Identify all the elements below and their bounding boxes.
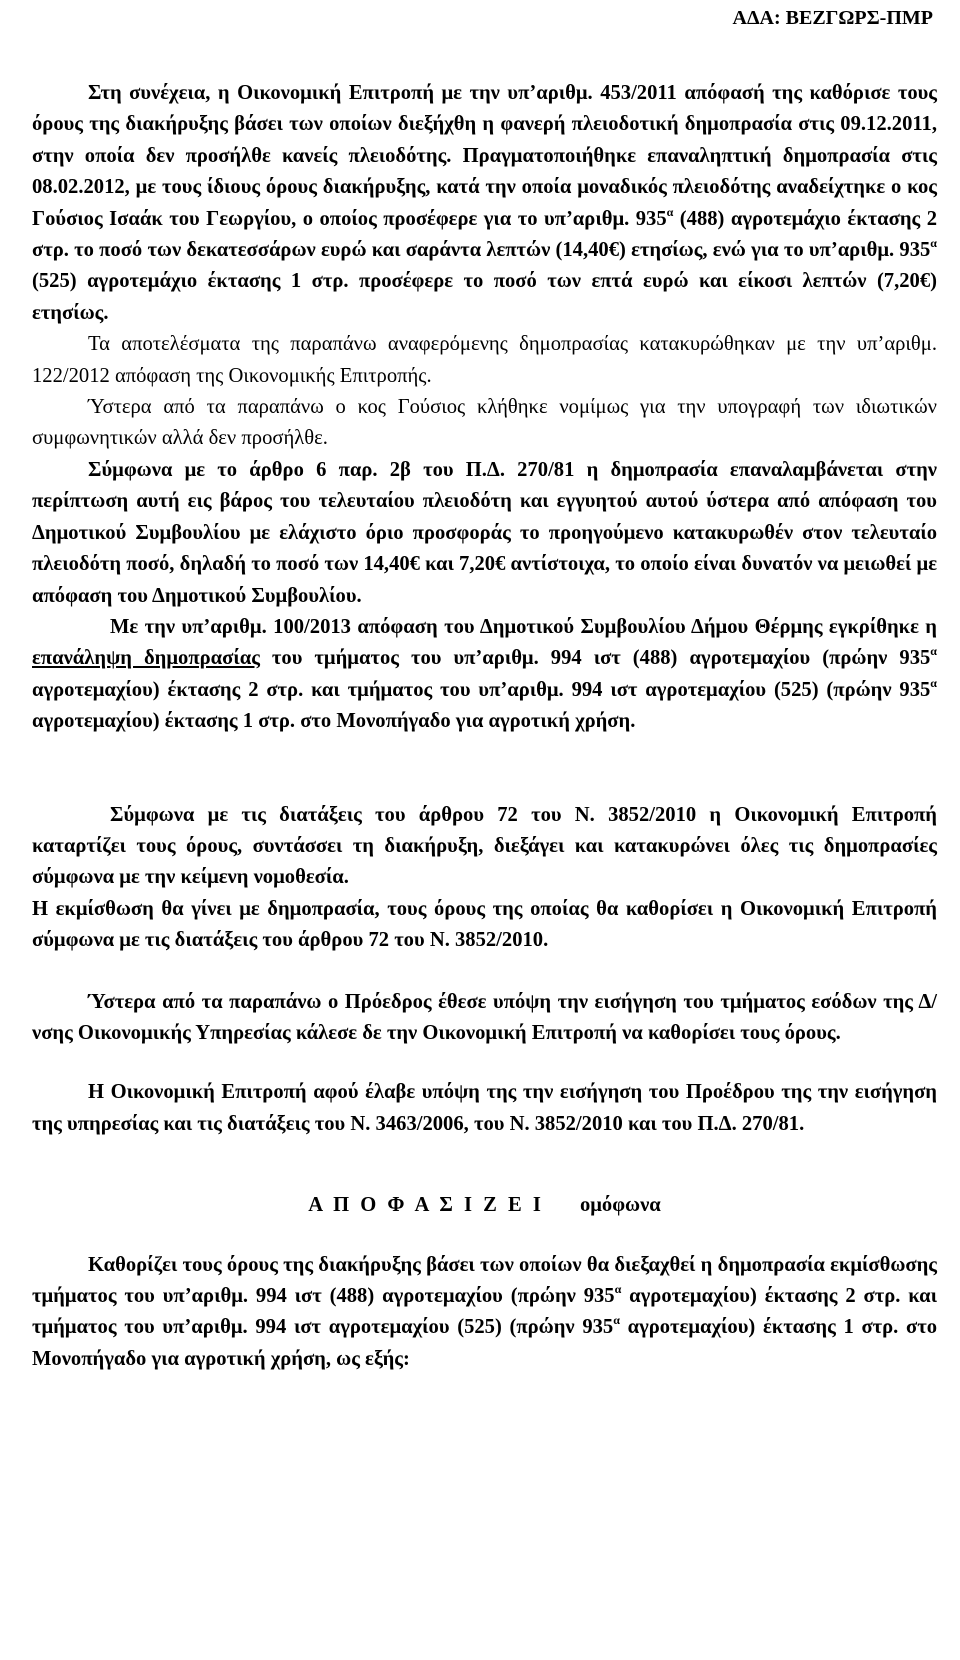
superscript: α bbox=[930, 236, 937, 251]
paragraph-committee: Η Οικονομική Επιτροπή αφού έλαβε υπόψη της την εισήγηση του Προέδρου της την εισήγηση της υπηρεσίας και τις διατάξεις του Ν. 3463/2006, του Ν. 3852/2010 και του Π.Δ. 270/81. bbox=[32, 1081, 937, 1135]
underlined-text: επανάληψη δημοπρασίας bbox=[32, 647, 260, 670]
text: Καθορίζει τους όρους της διακήρυξης βάσει των οποίων θα διεξαχθεί η δημοπρασία εκμίσθωσης τμήματος του υπ’αριθμ. 994 ιστ (488) αγροτεμαχίου (πρώην 935 bbox=[32, 1253, 937, 1307]
superscript: α bbox=[613, 1313, 620, 1328]
spacer bbox=[32, 1140, 937, 1190]
spacer bbox=[32, 957, 937, 987]
text: Στη συνέχεια, η Οικονομική Επιτροπή με την υπ’αριθμ. bbox=[88, 82, 601, 104]
paragraph-previous-decision bbox=[32, 78, 937, 329]
paragraph-lease: Η εκμίσθωση θα γίνει με δημοπρασία, τους όρους της οποίας θα καθορίσει η Οικονομική Επιτροπή σύμφωνα με τις διατάξεις του άρθρου 72 του Ν. 3852/2010. bbox=[32, 897, 937, 952]
paragraph-results: Τα αποτελέσματα της παραπάνω αναφερόμενης δημοπρασίας κατακυρώθηκαν με την υπ’αριθμ. 122/2012 απόφαση της Οικονομικής Επιτροπής. bbox=[32, 333, 937, 387]
paragraph-article-72: Σύμφωνα με τις διατάξεις του άρθρου 72 του Ν. 3852/2010 η Οικονομική Επιτροπή καταρτίζει τους όρους, συντάσσει τη διακήρυξη, διεξάγει και κατακυρώνει όλες τις δημοπρασίες σύμφωνα με την κείμενη νομοθεσία. bbox=[32, 803, 937, 889]
decision-word: Α Π Ο Φ Α Σ Ι Ζ Ε Ι bbox=[308, 1194, 544, 1217]
text: αγροτεμαχίου) έκτασης 2 στρ. και τμήματος του υπ’αριθμ. 994 ιστ αγροτεμαχίου (525) (πρώην 935 bbox=[32, 1285, 937, 1339]
text: αγροτεμαχίου) έκτασης 1 στρ. στο Μονοπήγαδο για αγροτική χρήση. bbox=[32, 710, 636, 733]
text: του τμήματος του υπ’αριθμ. 994 ιστ (488) αγροτεμαχίου (πρώην 935 bbox=[259, 647, 931, 670]
text: αγροτεμαχίου) έκτασης 2 στρ. και τμήματος του υπ’αριθμ. 994 ιστ αγροτεμαχίου (525) (πρώην 935 bbox=[32, 678, 931, 701]
spacer bbox=[32, 738, 937, 800]
text: 453/2011 απόφασή της καθόρισε τους όρους της διακήρυξης βάσει των οποίων διεξήχθη η φανερή πλειοδοτική δημοπρασία στις 09.12.2011, στην οποία δεν προσήλθε κανείς πλειοδότης. Πραγματοποιήθηκε επαναληπτική δημοπρασία στις 08.02.2012, με τους ίδιους όρους διακήρυξης, κατά την οποία μοναδικός πλειοδότης αναδείχτηκε ο κος Γούσιος Ισαάκ του Γεωργίου, ο οποίος προσέφερε για το υπ’αριθμ. 935 bbox=[32, 82, 937, 230]
text: αγροτεμαχίου) έκτασης 1 στρ. στο Μονοπήγαδο για αγροτική χρήση, ως εξής: bbox=[32, 1316, 937, 1370]
spacer bbox=[32, 1222, 937, 1250]
paragraph-council-decision bbox=[32, 612, 937, 738]
spacer bbox=[32, 1049, 937, 1077]
superscript: α bbox=[930, 644, 937, 659]
superscript: α bbox=[930, 675, 937, 690]
decision-heading bbox=[32, 1190, 937, 1221]
paragraph-no-show: Ύστερα από τα παραπάνω ο κος Γούσιος κλήθηκε νομίμως για την υπογραφή των ιδιωτικών συμφωνητικών αλλά δεν προσήλθε. bbox=[32, 396, 937, 450]
document-body bbox=[32, 78, 937, 1375]
superscript: α bbox=[666, 204, 674, 219]
text: Με την υπ’αριθμ. 100/2013 απόφαση του Δημοτικού Συμβουλίου Δήμου Θέρμης εγκρίθηκε η bbox=[110, 615, 937, 638]
ada-code: ΑΔΑ: ΒΕΖΓΩΡΣ-ΠΜΡ bbox=[732, 7, 933, 29]
paragraph-president: Ύστερα από τα παραπάνω ο Πρόεδρος έθεσε υπόψη την εισήγηση του τμήματος εσόδων της Δ/νσης Οικονομικής Υπηρεσίας κάλεσε δε την Οικονομική Επιτροπή να καθορίσει τους όρους. bbox=[32, 990, 937, 1044]
paragraph-terms bbox=[32, 1250, 937, 1376]
superscript: α bbox=[614, 1282, 622, 1296]
decision-unanimous: ομόφωνα bbox=[579, 1194, 661, 1217]
text: (525) αγροτεμάχιο έκτασης 1 στρ. προσέφερε το ποσό των επτά ευρώ και είκοσι λεπτών (7,20€) ετησίως. bbox=[32, 270, 937, 324]
text: (488) αγροτεμάχιο έκτασης 2 στρ. το ποσό των δεκατεσσάρων ευρώ και σαράντα λεπτών (14,40€) ετησίως, ενώ για το υπ’αριθμ. 935 bbox=[32, 207, 937, 262]
paragraph-article-6: Σύμφωνα με το άρθρο 6 παρ. 2β του Π.Δ. 270/81 η δημοπρασία επαναλαμβάνεται στην περίπτωση αυτή εις βάρος του τελευταίου πλειοδότη και εγγυητού αυτού ύστερα από απόφαση του Δημοτικού Συμβουλίου με ελάχιστο όριο προσφοράς το προηγούμενο κατακυρωθέν στον τελευταίο πλειοδότη ποσό, δηλαδή το ποσό των 14,40€ και 7,20€ αντίστοιχα, το οποίο είναι δυνατόν να μειωθεί με απόφαση του Δημοτικού Συμβουλίου. bbox=[32, 458, 937, 607]
